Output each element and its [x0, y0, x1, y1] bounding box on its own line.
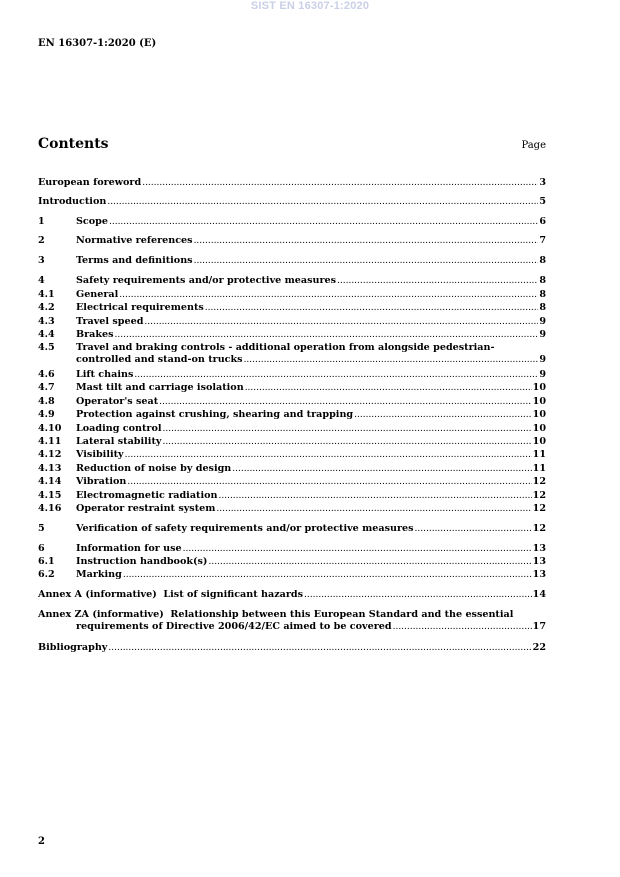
leader-dots	[108, 642, 531, 655]
toc-title: Electromagnetic radiation	[76, 490, 218, 501]
toc-page: 10	[532, 436, 546, 447]
toc-number: 6.1	[38, 556, 55, 567]
leader-dots	[134, 369, 538, 382]
toc-page: 13	[532, 543, 546, 554]
leader-dots	[144, 316, 538, 329]
toc-page: 12	[532, 476, 546, 487]
toc-title: Brakes	[76, 329, 114, 340]
toc-title: Electrical requirements	[76, 302, 204, 313]
toc-title: Information for use	[76, 543, 182, 554]
toc-title-continued: controlled and stand-on trucks	[76, 353, 243, 365]
toc-title: Vibration	[76, 476, 127, 487]
toc-page: 22	[532, 642, 546, 653]
toc-page: 12	[532, 490, 546, 501]
leader-dots	[194, 255, 539, 268]
toc-number: 4.5	[38, 342, 55, 353]
toc-page: 8	[539, 255, 546, 266]
leader-dots	[393, 621, 532, 634]
toc-title: Terms and definitions	[76, 255, 193, 266]
toc-number: 4.9	[38, 409, 55, 420]
toc-page: 9	[539, 353, 546, 365]
toc-page: 9	[539, 316, 546, 327]
toc-page: 10	[532, 423, 546, 434]
toc-number: 4.13	[38, 463, 62, 474]
toc-number: 4.10	[38, 423, 62, 434]
toc-title: Annex A (informative) List of significant hazards	[38, 589, 304, 600]
toc-number: 4.2	[38, 302, 55, 313]
toc-title: Normative references	[76, 235, 193, 246]
leader-dots	[354, 409, 532, 422]
page-number: 2	[38, 836, 45, 847]
leader-dots	[337, 275, 538, 288]
toc-title: European foreword	[38, 177, 142, 188]
leader-dots	[162, 436, 531, 449]
toc-title: Introduction	[38, 196, 107, 207]
leader-dots	[125, 449, 532, 462]
toc-title: Lateral stability	[76, 436, 162, 447]
toc-page: 8	[539, 302, 546, 313]
toc-number: 4.15	[38, 490, 62, 501]
watermark: SIST EN 16307-1:2020	[250, 0, 370, 12]
toc-title: Scope	[76, 216, 108, 227]
leader-dots	[232, 463, 531, 476]
toc-page: 6	[539, 216, 546, 227]
toc-page: 10	[532, 396, 546, 407]
toc-number: 1	[38, 216, 45, 227]
leader-dots	[123, 569, 532, 582]
toc-page: 11	[532, 449, 546, 460]
leader-dots	[107, 196, 538, 209]
leader-dots	[127, 476, 531, 489]
toc-page: 9	[539, 369, 546, 380]
leader-dots	[415, 523, 532, 536]
leader-dots	[216, 503, 531, 516]
toc-page: 7	[539, 235, 546, 246]
toc-page: 12	[532, 523, 546, 534]
toc-page: 13	[532, 556, 546, 567]
toc-number: 4.12	[38, 449, 62, 460]
toc-title: Instruction handbook(s)	[76, 556, 208, 567]
toc-title: Operator restraint system	[76, 503, 216, 514]
toc-page: 14	[532, 589, 546, 600]
toc-page: 8	[539, 275, 546, 286]
leader-dots	[109, 216, 538, 229]
toc-title: Marking	[76, 569, 122, 580]
toc-title: Reduction of noise by design	[76, 463, 232, 474]
toc-title: Protection against crushing, shearing and trapping	[76, 409, 354, 420]
toc-page: 10	[532, 409, 546, 420]
toc-title: Verification of safety requirements and/or protective measures	[76, 523, 414, 534]
leader-dots	[142, 177, 538, 190]
toc-number: 6	[38, 543, 45, 554]
toc-title: General	[76, 289, 119, 300]
page-column-label: Page	[521, 140, 546, 151]
toc-title: Loading control	[76, 423, 162, 434]
toc-title: Travel and braking controls - additional operation from alongside pedestrian-	[76, 342, 495, 353]
toc-number: 4.7	[38, 382, 55, 393]
leader-dots	[183, 543, 532, 556]
toc-number: 4.1	[38, 289, 55, 300]
toc-title: Lift chains	[76, 369, 134, 380]
toc-number: 6.2	[38, 569, 55, 580]
toc-page: 17	[532, 620, 546, 632]
leader-dots	[159, 396, 531, 409]
toc-title: Travel speed	[76, 316, 144, 327]
toc-number: 4.8	[38, 396, 55, 407]
toc-page: 5	[539, 196, 546, 207]
toc-number: 3	[38, 255, 45, 266]
toc-page: 10	[532, 382, 546, 393]
toc-number: 2	[38, 235, 45, 246]
toc-title: Bibliography	[38, 642, 108, 653]
leader-dots	[219, 490, 532, 503]
leader-dots	[162, 423, 531, 436]
toc-title: Visibility	[76, 449, 124, 460]
toc-page: 9	[539, 329, 546, 340]
leader-dots	[245, 382, 532, 395]
toc-number: 4	[38, 275, 45, 286]
toc-title: Mast tilt and carriage isolation	[76, 382, 244, 393]
toc-number: 5	[38, 523, 45, 534]
toc-title: Operator's seat	[76, 396, 159, 407]
toc-title-continued: requirements of Directive 2006/42/EC aimed to be covered	[76, 620, 392, 632]
leader-dots	[115, 329, 539, 342]
leader-dots	[244, 354, 539, 367]
document-id: EN 16307-1:2020 (E)	[38, 38, 157, 49]
toc-number: 4.6	[38, 369, 55, 380]
toc-title: Annex ZA (informative) Relationship between this European Standard and the essential	[38, 609, 514, 620]
toc-number: 4.16	[38, 503, 62, 514]
toc-page: 11	[532, 463, 546, 474]
toc-title: Safety requirements and/or protective measures	[76, 275, 337, 286]
toc-number: 4.14	[38, 476, 62, 487]
toc-number: 4.3	[38, 316, 55, 327]
leader-dots	[205, 302, 539, 315]
toc-number: 4.11	[38, 436, 62, 447]
leader-dots	[208, 556, 531, 569]
toc-number: 4.4	[38, 329, 55, 340]
toc-page: 3	[539, 177, 546, 188]
toc-page: 12	[532, 503, 546, 514]
toc-page: 8	[539, 289, 546, 300]
leader-dots	[304, 589, 532, 602]
toc-page: 13	[532, 569, 546, 580]
leader-dots	[194, 235, 539, 248]
leader-dots	[119, 289, 538, 302]
contents-title: Contents	[38, 136, 109, 152]
